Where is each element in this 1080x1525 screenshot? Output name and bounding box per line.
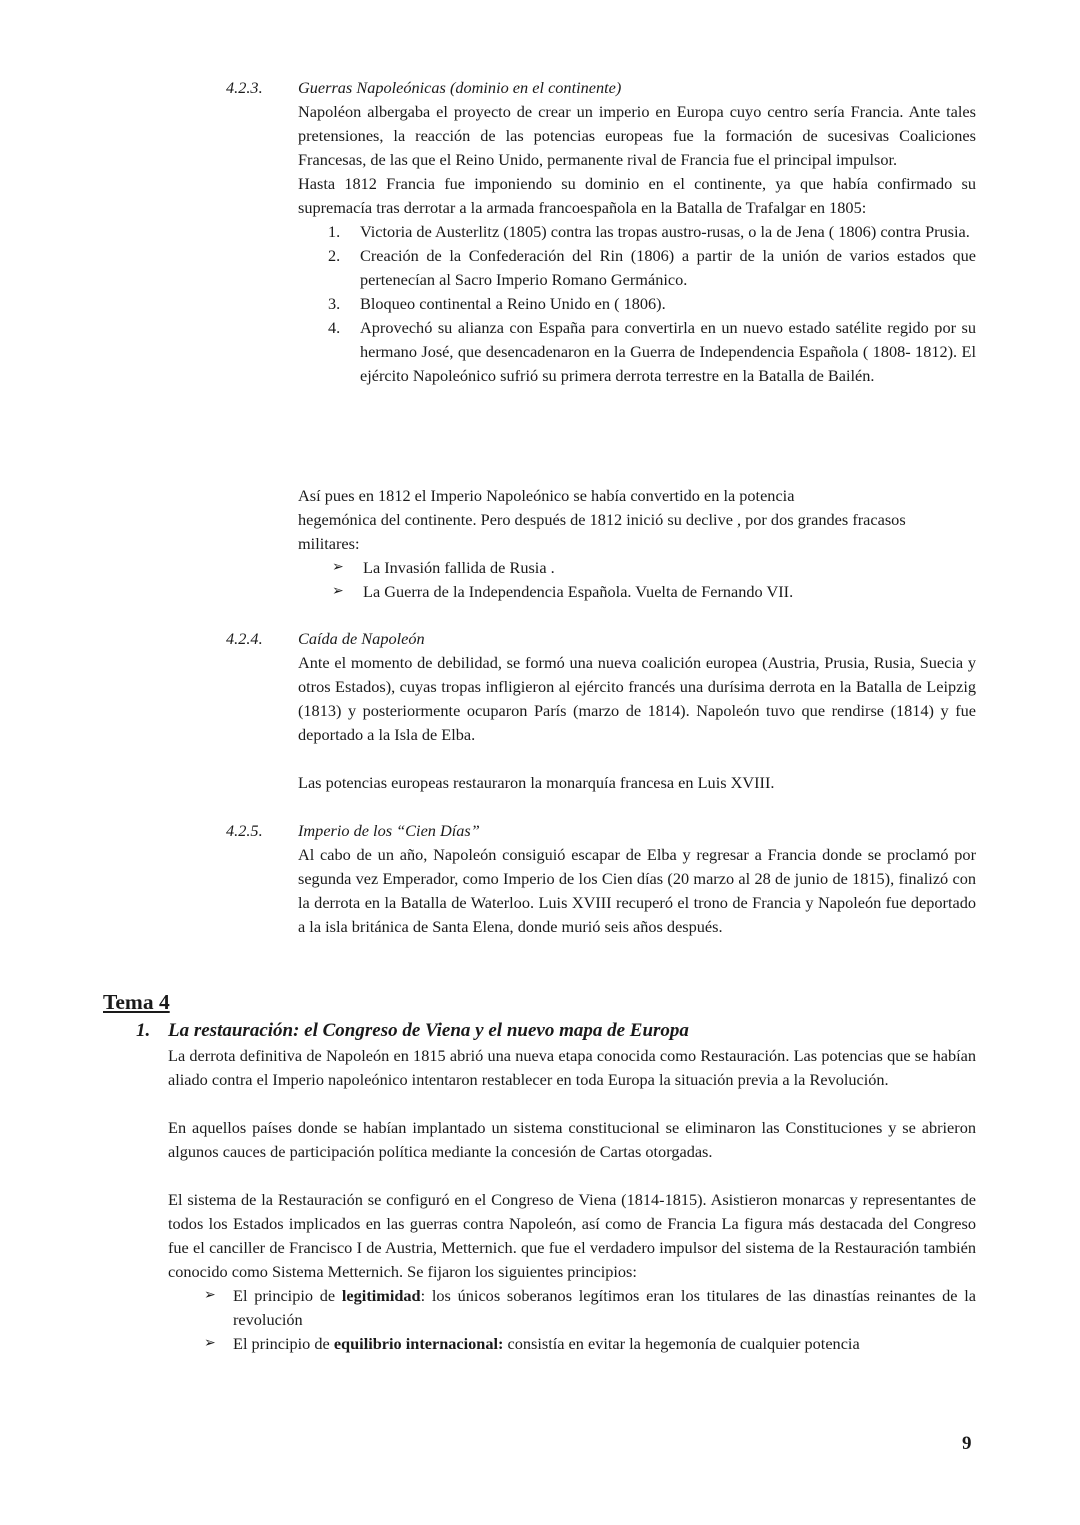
list-text: La Invasión fallida de Rusia .: [363, 558, 555, 577]
paragraph: Ante el momento de debilidad, se formó una nueva coalición europea (Austria, Prusia, Rusia, Suecia y otros Estados), cuyas tropas infligieron al ejército francés una durísima derrota en la Batalla de Leipzig (1813) y posteriormente ocuparon París (marzo de 1814). Napoleón tuvo que rendirse (1814) y fue deportado a la Isla de Elba.: [298, 653, 976, 744]
list-item: [168, 1284, 976, 1332]
bold-term: legitimidad: [341, 1286, 421, 1305]
section-number: 4.2.5.: [226, 821, 263, 840]
list-item: [298, 316, 976, 388]
heading: [136, 1018, 689, 1044]
text-line: hegemónica del continente. Pero después de 1812 inició su declive , por dos grandes fracasos: [298, 510, 906, 529]
heading-text: La restauración: el Congreso de Viena y el nuevo mapa de Europa: [168, 1020, 689, 1041]
section-4-2-4: [226, 627, 976, 795]
list-item: [298, 220, 976, 244]
arrow-bullet-icon: ➢: [204, 1288, 216, 1303]
text: El principio de: [233, 1286, 342, 1305]
section-title: Caída de Napoleón: [298, 629, 425, 648]
section-title: Imperio de los “Cien Días”: [298, 821, 480, 840]
tema-body: [168, 1044, 976, 1356]
page-number: 9: [962, 1433, 972, 1454]
list-text: Bloqueo continental a Reino Unido en ( 1806).: [360, 294, 666, 313]
list-item: [298, 292, 976, 316]
text: consistía en evitar la hegemonía de cualquier potencia: [503, 1334, 860, 1353]
bold-term: equilibrio internacional:: [333, 1334, 504, 1353]
list-text: Aprovechó su alianza con España para convertirla en un nuevo estado satélite regido por su hermano José, que desencadenaron en la Guerra de Independencia Española ( 1808- 1812). El ejército Napoleónico sufrió su primera derrota terrestre en la Batalla de Bailén.: [360, 318, 976, 385]
bullet-list: [168, 1284, 976, 1356]
arrow-bullet-icon: ➢: [332, 560, 344, 575]
bullet-list: [298, 556, 976, 604]
list-number: 4.: [328, 318, 341, 337]
paragraph: La derrota definitiva de Napoleón en 1815 abrió una nueva etapa conocida como Restauración. Las potencias que se habían aliado contra el Imperio napoleónico intentaron restablecer en toda Europa la situación previa a la Revolución.: [168, 1046, 976, 1089]
section-4-2-3: [226, 76, 976, 388]
paragraph: Hasta 1812 Francia fue imponiendo su dominio en el continente, ya que había confirmado su supremacía tras derrotar a la armada francoespañola en la Batalla de Trafalgar en 1805:: [298, 174, 976, 217]
chapter-title: Tema 4: [103, 990, 170, 1014]
paragraph: Las potencias europeas restauraron la monarquía francesa en Luis XVIII.: [298, 773, 775, 792]
list-text: La Guerra de la Independencia Española. Vuelta de Fernando VII.: [363, 582, 794, 601]
numbered-list: [298, 220, 976, 388]
list-number: 1.: [328, 222, 341, 241]
paragraph: El sistema de la Restauración se configuró en el Congreso de Viena (1814-1815). Asistieron monarcas y representantes de todos los Estados implicados en las guerras contra Napoleón, así como de Francia La figura más destacada del Congreso fue el canciller de Francisco I de Austria, Metternich. que fue el verdadero impulsor del sistema de la Restauración también conocido como Sistema Metternich. Se fijaron los siguientes principios:: [168, 1190, 976, 1281]
paragraph: Al cabo de un año, Napoleón consiguió escapar de Elba y regresar a Francia donde se proclamó por segunda vez Emperador, como Imperio de los Cien días (20 marzo al 28 de junio de 1815), finalizó con la derrota en la Batalla de Waterloo. Luis XVIII recuperó el trono de Francia y Napoleón fue deportado a la isla británica de Santa Elena, donde murió seis años después.: [298, 845, 976, 936]
text-line: Así pues en 1812 el Imperio Napoleónico se había convertido en la potencia: [298, 486, 795, 505]
paragraph: En aquellos países donde se habían implantado un sistema constitucional se eliminaron las Constituciones y se abrieron algunos cauces de participación política mediante la concesión de Cartas otorgadas.: [168, 1118, 976, 1161]
list-item: [298, 244, 976, 292]
arrow-bullet-icon: ➢: [204, 1336, 216, 1351]
text: El principio de: [233, 1334, 334, 1353]
list-item: [298, 580, 976, 604]
section-number: 4.2.3.: [226, 78, 263, 97]
decline-paragraph: [226, 484, 976, 604]
list-number: 3.: [328, 294, 341, 313]
list-text: Creación de la Confederación del Rin (1806) a partir de la unión de varios estados que pertenecían al Sacro Imperio Romano Germánico.: [360, 246, 976, 289]
paragraph: Napoléon albergaba el proyecto de crear un imperio en Europa cuyo centro sería Francia. Ante tales pretensiones, la reacción de las potencias europeas fue la formación de sucesivas Coaliciones Francesas, de las que el Reino Unido, permanente rival de Francia fue el principal impulsor.: [298, 102, 976, 169]
list-item: [168, 1332, 976, 1356]
arrow-bullet-icon: ➢: [332, 584, 344, 599]
section-number: 4.2.4.: [226, 629, 263, 648]
list-item: [298, 556, 976, 580]
heading-number: 1.: [136, 1020, 151, 1041]
text: : los únicos soberanos legítimos eran los titulares de las dinastías reinantes de la revolución: [233, 1286, 976, 1329]
list-number: 2.: [328, 246, 341, 265]
section-title: Guerras Napoleónicas (dominio en el continente): [298, 78, 622, 97]
list-text: Victoria de Austerlitz (1805) contra las tropas austro-rusas, o la de Jena ( 1806) contra Prusia.: [360, 222, 970, 241]
text-line: militares:: [298, 534, 360, 553]
section-4-2-5: [226, 819, 976, 939]
